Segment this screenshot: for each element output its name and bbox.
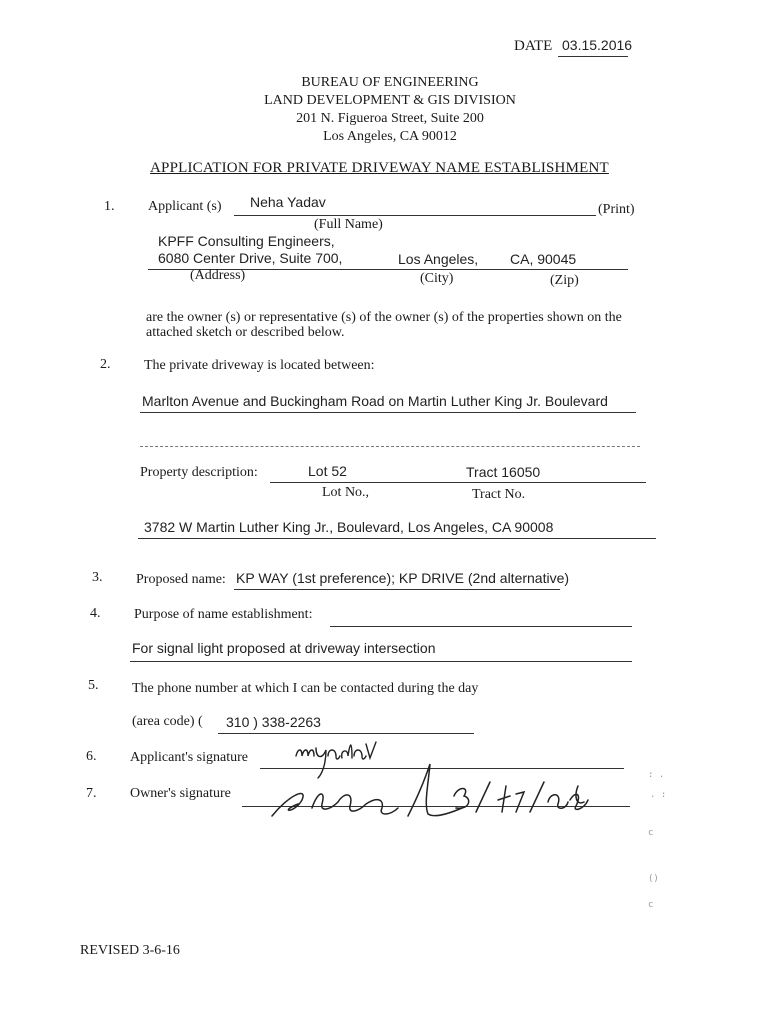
proposed-name-label: Proposed name: [136,572,226,587]
print-label: (Print) [598,202,635,217]
header-line-1: BUREAU OF ENGINEERING [301,75,479,90]
scan-artifact: c [648,828,654,838]
phone-label: The phone number at which I can be contacted during the day [132,681,479,696]
location-label: The private driveway is located between: [144,358,375,373]
property-description-label: Property description: [140,465,258,480]
location-underline [140,412,636,413]
address-label: (Address) [190,268,246,283]
purpose-underline-2 [130,661,632,662]
item2-number: 2. [100,357,111,372]
applicant-name-field[interactable]: Neha Yadav [250,194,326,210]
item7-number: 7. [86,786,97,801]
area-code-label: (area code) ( [132,714,203,729]
purpose-field[interactable]: For signal light proposed at driveway intersection [132,640,436,656]
lot-label: Lot No., [322,485,370,500]
applicant-label: Applicant (s) [148,199,222,214]
lot-field[interactable]: Lot 52 [308,463,347,479]
property-address-field[interactable]: 3782 W Martin Luther King Jr., Boulevard, Los Angeles, CA 90008 [144,519,554,535]
phone-field[interactable]: 310 ) 338-2263 [226,714,321,730]
city-label: (City) [420,271,454,286]
owner-signature-label: Owner's signature [130,786,231,801]
revised-note: REVISED 3-6-16 [80,943,180,958]
header-line-4: Los Angeles, CA 90012 [323,129,457,144]
scan-artifact: : . [648,770,665,780]
date-value: 03.15.2016 [562,37,633,53]
property-address-underline [138,538,656,539]
date-underline [558,56,628,57]
agency-header [240,74,540,146]
owner-signature-image [258,756,598,828]
tract-label: Tract No. [472,487,526,502]
applicant-underline [234,215,596,216]
owner-statement-line-2: attached sketch or described below. [146,325,345,340]
zip-label: (Zip) [550,273,579,288]
item4-number: 4. [90,606,101,621]
item3-number: 3. [92,570,103,585]
scan-artifact: c [648,900,654,910]
tract-field[interactable]: Tract 16050 [466,464,541,480]
property-underline [270,482,646,483]
proposed-name-field[interactable]: KP WAY (1st preference); KP DRIVE (2nd alternative) [236,570,570,586]
address-line-1[interactable]: KPFF Consulting Engineers, [158,233,335,249]
applicant-signature-label: Applicant's signature [130,750,248,765]
owner-statement-line-1: are the owner (s) or representative (s) of the owner (s) of the properties shown on the [146,310,622,325]
scan-artifact: . : [650,790,667,800]
header-line-2: LAND DEVELOPMENT & GIS DIVISION [264,93,516,108]
item6-number: 6. [86,749,97,764]
form-title: APPLICATION FOR PRIVATE DRIVEWAY NAME ESTABLISHMENT [150,160,609,176]
item5-number: 5. [88,678,99,693]
proposed-name-underline [234,589,560,590]
scan-artifact: () [648,874,659,884]
location-field[interactable]: Marlton Avenue and Buckingham Road on Martin Luther King Jr. Boulevard [142,393,608,409]
zip-field[interactable]: CA, 90045 [510,251,577,267]
header-line-3: 201 N. Figueroa Street, Suite 200 [296,111,484,126]
purpose-label: Purpose of name establishment: [134,607,313,622]
item1-number: 1. [104,199,115,214]
date-label: DATE [514,38,553,54]
purpose-underline-1 [330,626,632,627]
location-underline-2 [140,446,640,447]
address-line-2[interactable]: 6080 Center Drive, Suite 700, [158,250,343,266]
city-field[interactable]: Los Angeles, [398,251,479,267]
full-name-label: (Full Name) [314,217,383,232]
